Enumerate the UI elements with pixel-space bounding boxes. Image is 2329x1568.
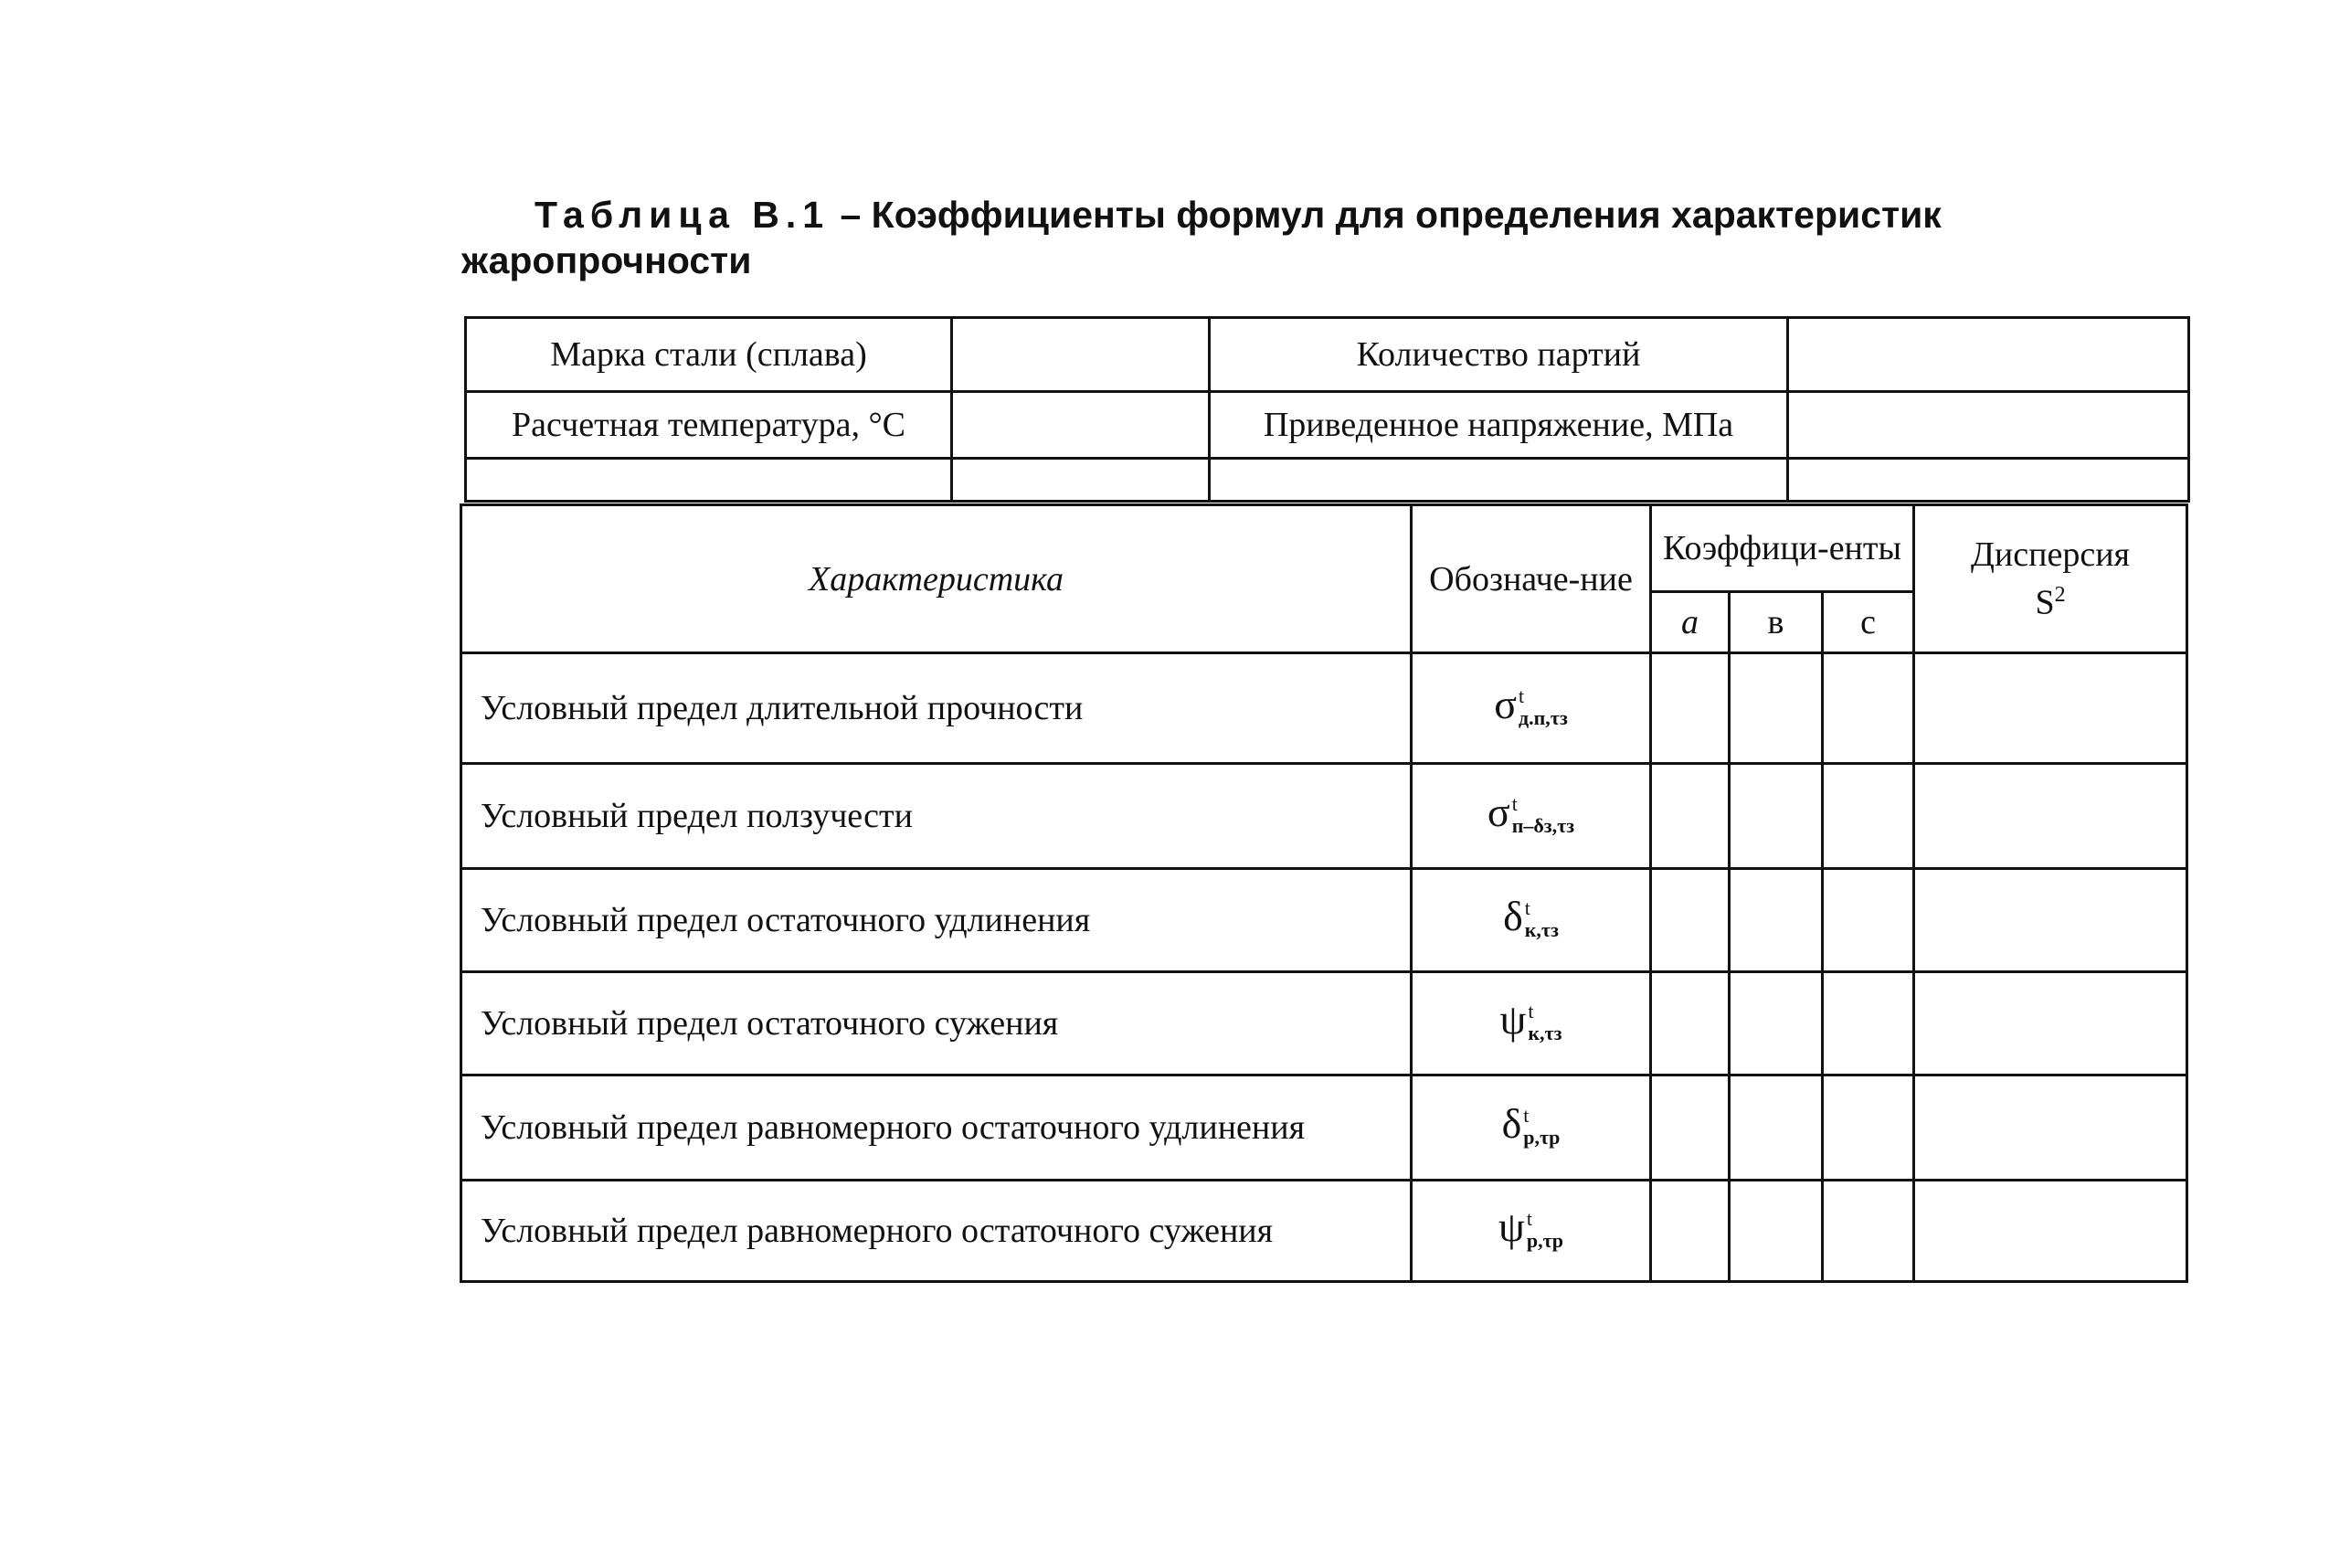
- coef-c-cell: [1823, 869, 1914, 972]
- info-empty-cell: [952, 459, 1210, 502]
- dispersion-cell: [1914, 1181, 2187, 1282]
- symbol-subscript: р,τр: [1523, 1125, 1561, 1149]
- steel-grade-label: Марка стали (сплава): [466, 318, 952, 392]
- design-temp-value: [952, 392, 1210, 459]
- symbol-greek: σ: [1487, 789, 1510, 836]
- coef-a-cell: [1651, 972, 1730, 1075]
- symbol-superscript: t: [1528, 999, 1534, 1022]
- dispersion-cell: [1914, 653, 2187, 764]
- table-caption-label: Таблица В.1: [535, 194, 831, 236]
- coef-a-cell: [1651, 869, 1730, 972]
- coef-c-cell: [1823, 972, 1914, 1075]
- symbol-greek: ψ: [1498, 1203, 1525, 1251]
- coefficients-table: [460, 503, 2188, 1283]
- dispersion-cell: [1914, 764, 2187, 869]
- info-empty-cell: [1210, 459, 1788, 502]
- symbol-superscript: t: [1524, 895, 1530, 919]
- row-designation: [1412, 869, 1651, 972]
- symbol-subscript: п–δз,τз: [1511, 813, 1575, 837]
- row-designation: [1412, 972, 1651, 1075]
- info-row-2: [466, 392, 2189, 459]
- coef-c-cell: [1823, 764, 1914, 869]
- table-row: [461, 764, 2187, 869]
- designation-symbol: [1502, 1100, 1561, 1147]
- header-coef-c: с: [1823, 592, 1914, 653]
- symbol-greek: σ: [1494, 681, 1517, 728]
- table-row: [461, 653, 2187, 764]
- row-designation: [1412, 1181, 1651, 1282]
- header-coef-b: в: [1730, 592, 1823, 653]
- coef-b-cell: [1730, 764, 1823, 869]
- dispersion-cell: [1914, 869, 2187, 972]
- coef-b-cell: [1730, 1181, 1823, 1282]
- header-characteristic: Характеристика: [461, 505, 1412, 653]
- symbol-subscript: к,τз: [1524, 917, 1559, 941]
- header-dispersion-symbol: S: [2035, 583, 2055, 622]
- coef-b-cell: [1730, 972, 1823, 1075]
- info-empty-cell: [466, 459, 952, 502]
- steel-grade-value: [952, 318, 1210, 392]
- row-characteristic: Условный предел равномерного остаточного сужения: [461, 1181, 1412, 1282]
- dispersion-cell: [1914, 972, 2187, 1075]
- batch-count-value: [1788, 318, 2189, 392]
- coef-c-cell: [1823, 1075, 1914, 1181]
- coef-b-cell: [1730, 653, 1823, 764]
- info-table: [464, 316, 2190, 503]
- coef-a-cell: [1651, 764, 1730, 869]
- header-dispersion: [1914, 505, 2187, 653]
- table-caption-text: – Коэффициенты формул для определения характеристик жаропрочности: [461, 194, 1942, 281]
- designation-symbol: [1498, 1203, 1563, 1250]
- symbol-superscript: t: [1511, 791, 1518, 815]
- designation-symbol: [1500, 996, 1562, 1043]
- symbol-superscript: t: [1526, 1206, 1532, 1230]
- header-dispersion-power: 2: [2054, 583, 2066, 608]
- designation-symbol: [1487, 789, 1574, 835]
- symbol-greek: δ: [1501, 1100, 1522, 1148]
- table-row: [461, 1075, 2187, 1181]
- designation-symbol: [1503, 893, 1559, 939]
- info-row-3: [466, 459, 2189, 502]
- symbol-subscript: д.п,τз: [1519, 705, 1568, 729]
- symbol-subscript: к,τз: [1528, 1021, 1562, 1044]
- row-designation: [1412, 1075, 1651, 1181]
- coef-c-cell: [1823, 653, 1914, 764]
- header-row-1: [461, 505, 2187, 592]
- row-designation: [1412, 653, 1651, 764]
- coef-a-cell: [1651, 1181, 1730, 1282]
- designation-symbol: [1494, 681, 1568, 727]
- batch-count-label: Количество партий: [1210, 318, 1788, 392]
- header-coef-a: а: [1651, 592, 1730, 653]
- row-designation: [1412, 764, 1651, 869]
- dispersion-cell: [1914, 1075, 2187, 1181]
- coef-b-cell: [1730, 869, 1823, 972]
- reduced-stress-value: [1788, 392, 2189, 459]
- row-characteristic: Условный предел ползучести: [461, 764, 1412, 869]
- table-row: [461, 869, 2187, 972]
- coef-a-cell: [1651, 1075, 1730, 1181]
- table-row: [461, 1181, 2187, 1282]
- coef-c-cell: [1823, 1181, 1914, 1282]
- symbol-greek: δ: [1503, 893, 1523, 940]
- header-designation: Обозначе-ние: [1412, 505, 1651, 653]
- reduced-stress-label: Приведенное напряжение, МПа: [1210, 392, 1788, 459]
- row-characteristic: Условный предел длительной прочности: [461, 653, 1412, 764]
- table-caption: [461, 192, 2179, 283]
- symbol-superscript: t: [1523, 1103, 1530, 1127]
- header-dispersion-label: Дисперсия: [1971, 535, 2131, 575]
- symbol-greek: ψ: [1499, 996, 1527, 1044]
- symbol-subscript: р,τр: [1526, 1228, 1563, 1252]
- info-row-1: [466, 318, 2189, 392]
- header-coefficients: Коэффици-енты: [1651, 505, 1914, 592]
- symbol-superscript: t: [1519, 683, 1525, 707]
- coef-a-cell: [1651, 653, 1730, 764]
- row-characteristic: Условный предел остаточного удлинения: [461, 869, 1412, 972]
- table-row: [461, 972, 2187, 1075]
- info-empty-cell: [1788, 459, 2189, 502]
- row-characteristic: Условный предел остаточного сужения: [461, 972, 1412, 1075]
- design-temp-label: Расчетная температура, °С: [466, 392, 952, 459]
- row-characteristic: Условный предел равномерного остаточного удлинения: [461, 1075, 1412, 1181]
- coef-b-cell: [1730, 1075, 1823, 1181]
